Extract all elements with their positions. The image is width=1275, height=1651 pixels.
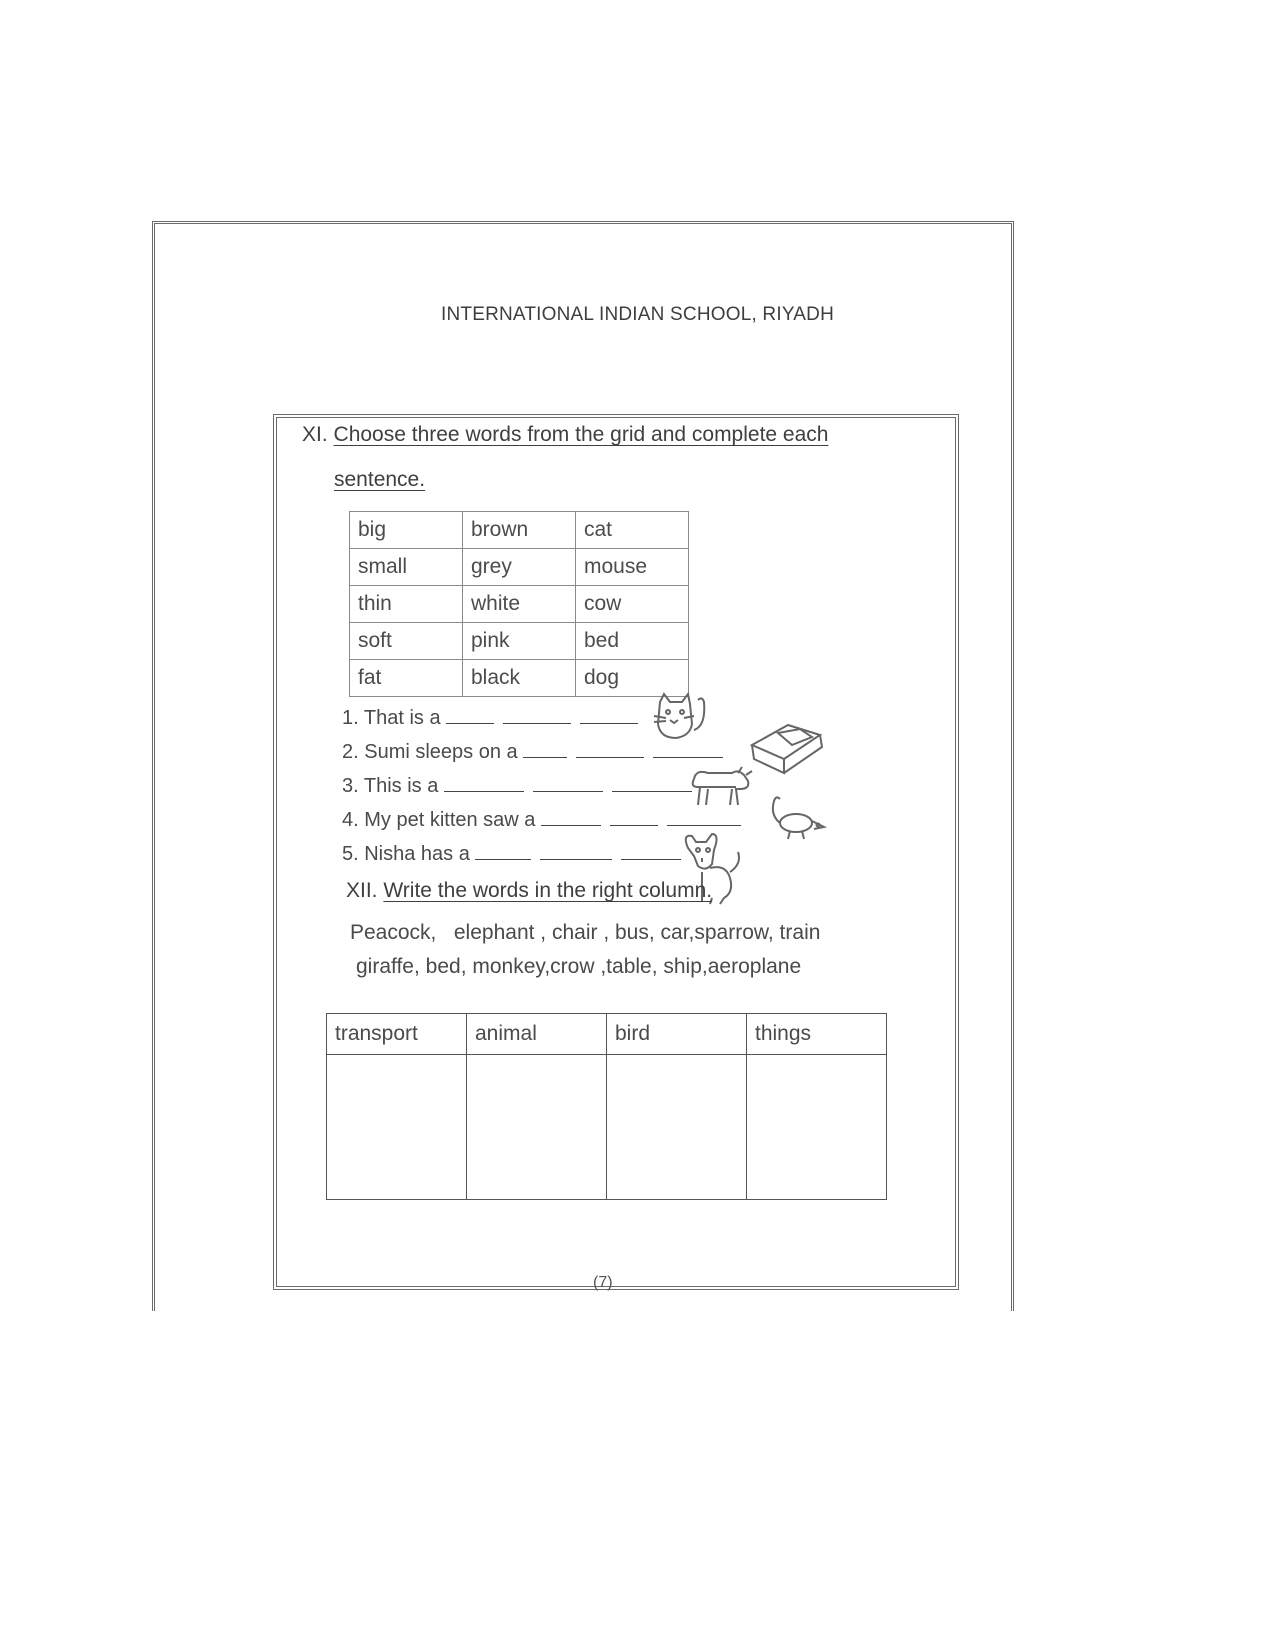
grid-row: [350, 586, 689, 623]
grid-row: [350, 623, 689, 660]
column-header-bird: bird: [607, 1014, 747, 1055]
sentence-3: [342, 773, 701, 798]
grid-row: [350, 549, 689, 586]
grid-cell: dog: [576, 660, 689, 697]
grid-cell: bed: [576, 623, 689, 660]
section-xi-instruction: Choose three words from the grid and complete each: [333, 423, 829, 446]
page-number: (7): [593, 1274, 613, 1291]
grid-cell: pink: [463, 623, 576, 660]
grid-cell: big: [350, 512, 463, 549]
mouse-sketch-icon: [762, 795, 832, 845]
bird-answer-cell[interactable]: [607, 1055, 747, 1200]
grid-cell: fat: [350, 660, 463, 697]
bed-sketch-icon: [748, 715, 828, 775]
grid-cell: grey: [463, 549, 576, 586]
grid-cell: white: [463, 586, 576, 623]
grid-cell: brown: [463, 512, 576, 549]
cow-sketch-icon: [688, 765, 754, 811]
grid-cell: cow: [576, 586, 689, 623]
column-header-transport: transport: [327, 1014, 467, 1055]
grid-cell: mouse: [576, 549, 689, 586]
section-xi-instruction-cont: sentence.: [334, 468, 426, 491]
section-xi-number: XI.: [302, 423, 328, 446]
word-list-line-1: Peacock, elephant , chair , bus, car,sparrow, train: [350, 921, 821, 944]
grid-cell: soft: [350, 623, 463, 660]
grid-cell: small: [350, 549, 463, 586]
section-xii-number: XII.: [346, 879, 378, 902]
table-row: [327, 1055, 887, 1200]
section-xii-heading: [346, 879, 712, 903]
animal-answer-cell[interactable]: [467, 1055, 607, 1200]
sentence-text: 1. That is a: [342, 707, 441, 729]
answer-blanks[interactable]: [444, 773, 701, 798]
transport-answer-cell[interactable]: [327, 1055, 467, 1200]
classification-table: [326, 1013, 887, 1200]
cat-sketch-icon: [650, 690, 710, 750]
school-title: INTERNATIONAL INDIAN SCHOOL, RIYADH: [440, 304, 835, 325]
answer-blanks[interactable]: [446, 705, 647, 730]
grid-cell: black: [463, 660, 576, 697]
grid-row: [350, 660, 689, 697]
table-header-row: [327, 1014, 887, 1055]
sentence-text: 2. Sumi sleeps on a: [342, 741, 518, 763]
section-xi-heading: [302, 423, 828, 447]
things-answer-cell[interactable]: [747, 1055, 887, 1200]
grid-cell: cat: [576, 512, 689, 549]
sentence-text: 3. This is a: [342, 775, 439, 797]
column-header-things: things: [747, 1014, 887, 1055]
grid-row: [350, 512, 689, 549]
answer-blanks[interactable]: [475, 841, 690, 866]
section-xii-instruction: Write the words in the right column.: [383, 879, 713, 902]
sentence-5: [342, 841, 690, 866]
word-list-line-2: giraffe, bed, monkey,crow ,table, ship,aeroplane: [356, 955, 802, 978]
sentence-text: 4. My pet kitten saw a: [342, 809, 536, 831]
sentence-text: 5. Nisha has a: [342, 843, 470, 865]
column-header-animal: animal: [467, 1014, 607, 1055]
sentence-1: [342, 705, 647, 730]
grid-cell: thin: [350, 586, 463, 623]
word-grid: [349, 511, 689, 697]
